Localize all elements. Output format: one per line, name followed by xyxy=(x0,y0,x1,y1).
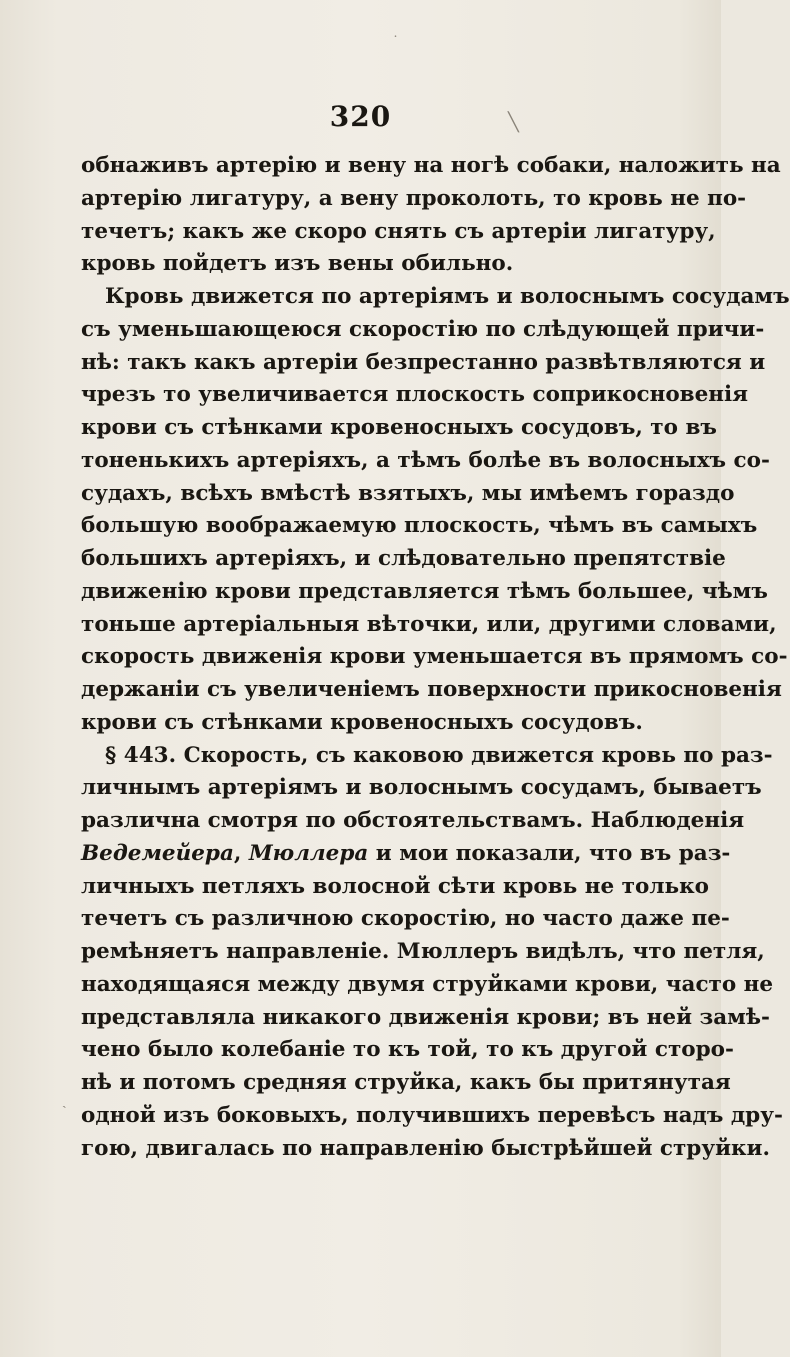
text-line: чрезъ то увеличивается плоскость соприкосновенія xyxy=(81,382,749,408)
text-line: движенію крови представляется тѣмъ большее, чѣмъ xyxy=(81,578,768,604)
paper-speck: ˙ xyxy=(392,34,399,50)
paper-scratch: ╲ xyxy=(508,112,519,133)
text-line: личнымъ артеріямъ и волоснымъ сосудамъ, бываетъ xyxy=(81,775,762,801)
text-line: тоненькихъ артеріяхъ, а тѣмъ болѣе въ волосныхъ со- xyxy=(81,447,770,473)
body-text xyxy=(81,150,790,1165)
text-line: нѣ: такъ какъ артеріи безпрестанно развѣтвляются и xyxy=(81,349,766,375)
text-line: чено было колебаніе то къ той, то къ другой сторо- xyxy=(81,1037,734,1063)
text-line-with-names xyxy=(81,838,731,871)
text-line: нѣ и потомъ средняя струйка, какъ бы притянутая xyxy=(81,1070,731,1095)
text-line: обнаживъ артерію и вену на ногѣ собаки, наложить на xyxy=(81,153,781,178)
text-line: съ уменьшающеюся скоростію по слѣдующей причи- xyxy=(81,316,765,342)
paper-speck: ˎ xyxy=(62,1093,67,1109)
paragraph-start-line: Кровь движется по артеріямъ и волоснымъ сосудамъ xyxy=(105,284,790,309)
page-number: 320 xyxy=(329,100,392,133)
text-line: тоньше артеріальныя вѣточки, или, другими словами, xyxy=(81,611,777,637)
line-remainder: и мои показали, что въ раз- xyxy=(368,840,731,866)
text-line: крови съ стѣнками кровеносныхъ сосудовъ, то въ xyxy=(81,415,717,440)
text-line: течетъ; какъ же скоро снять съ артеріи лигатуру, xyxy=(81,218,716,244)
author-name-muller: Мюллера xyxy=(248,840,369,866)
section-start-line: § 443. Скорость, съ каковою движется кровь по раз- xyxy=(105,742,773,768)
text-line: представляла никакого движенія крови; въ ней замѣ- xyxy=(81,1004,770,1030)
paragraph-end-line: кровь пойдетъ изъ вены обильно. xyxy=(81,251,514,277)
text-line: личныхъ петляхъ волосной сѣти кровь не только xyxy=(81,873,709,899)
author-name-wedemeyer: Ведемейера xyxy=(81,840,234,866)
text-line: судахъ, всѣхъ вмѣстѣ взятыхъ, мы имѣемъ гораздо xyxy=(81,480,735,506)
name-separator: , xyxy=(233,840,249,866)
text-line: различна смотря по обстоятельствамъ. Наблюденія xyxy=(81,808,745,833)
text-line: течетъ съ различною скоростію, но часто даже пе- xyxy=(81,906,730,932)
text-line: находящаяся между двумя струйками крови, часто не xyxy=(81,971,774,997)
text-line: артерію лигатуру, а вену проколоть, то кровь не по- xyxy=(81,185,747,211)
paragraph-end-line: крови съ стѣнками кровеносныхъ сосудовъ. xyxy=(81,709,643,735)
text-line: большую воображаемую плоскость, чѣмъ въ самыхъ xyxy=(81,513,758,539)
text-line: ремѣняетъ направленіе. Мюллеръ видѣлъ, что петля, xyxy=(81,939,765,964)
text-line: скорость движенія крови уменьшается въ прямомъ со- xyxy=(81,644,788,670)
text-line: держаніи съ увеличеніемъ поверхности прикосновенія xyxy=(81,677,782,702)
text-line: гою, двигалась по направленію быстрѣйшей струйки. xyxy=(81,1135,770,1161)
text-line: одной изъ боковыхъ, получившихъ перевѣсъ надъ дру- xyxy=(81,1102,783,1128)
text-line: большихъ артеріяхъ, и слѣдовательно препятствіе xyxy=(81,546,726,571)
